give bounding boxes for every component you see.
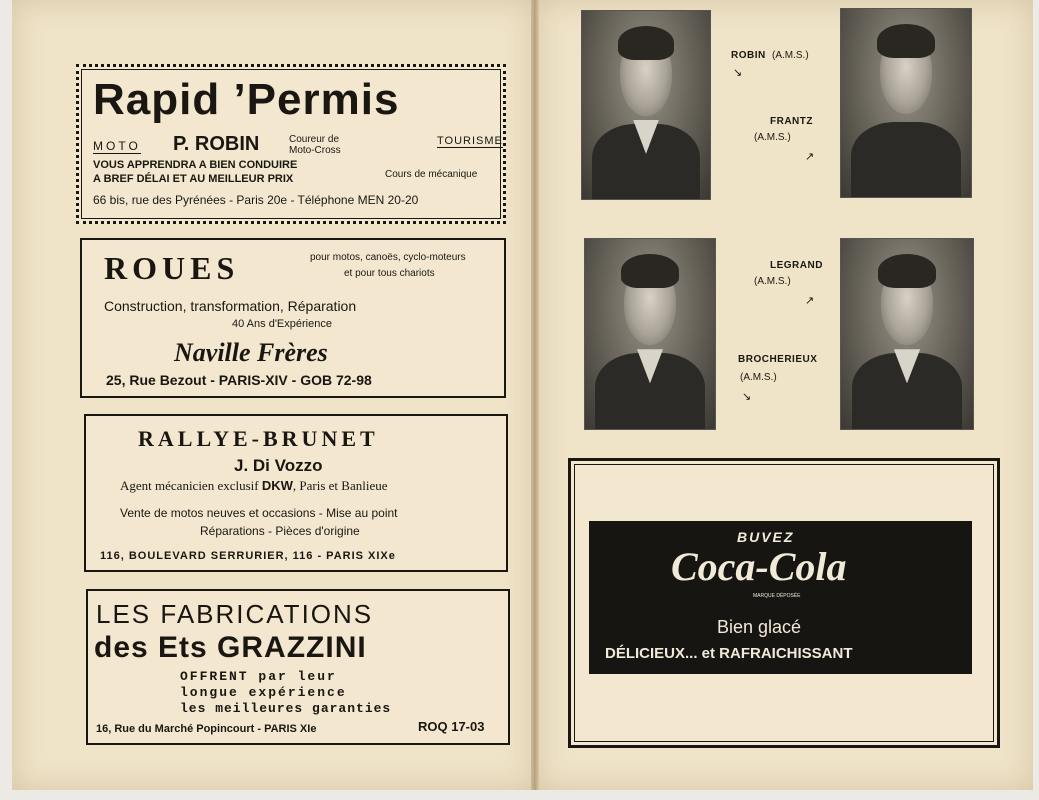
agent-line bbox=[120, 478, 388, 494]
trademark-note: MARQUE DÉPOSÉE bbox=[753, 593, 801, 599]
ad-address: 25, Rue Bezout - PARIS-XIV - GOB 72-98 bbox=[106, 372, 372, 388]
ad-address: 116, BOULEVARD SERRURIER, 116 - PARIS XIXe bbox=[100, 550, 396, 562]
instructor-tagline: Coureur de Moto-Cross bbox=[289, 134, 341, 156]
ad-rapid-permis bbox=[76, 64, 506, 224]
ad-rallye-brunet bbox=[84, 414, 508, 572]
agent-prefix: Agent mécanicien exclusif bbox=[120, 478, 259, 493]
agent-suffix: , Paris et Banlieue bbox=[292, 478, 388, 493]
cours-label: Cours de mécanique bbox=[385, 169, 478, 180]
offer-line-3: les meilleures garanties bbox=[180, 701, 392, 716]
book-spine bbox=[531, 0, 539, 790]
services-line-2: Réparations - Pièces d'origine bbox=[200, 524, 360, 538]
ad-address: 16, Rue du Marché Popincourt - PARIS XIe bbox=[96, 723, 317, 735]
rider-name: ROBIN bbox=[731, 50, 766, 61]
ad-coca-cola bbox=[589, 521, 972, 674]
ad-roues bbox=[80, 238, 506, 398]
ad-line-1: LES FABRICATIONS bbox=[96, 599, 374, 629]
pointer-arrow-icon: ↗ bbox=[805, 151, 815, 163]
ad-grazzini bbox=[86, 589, 510, 745]
moto-label: MOTO bbox=[93, 139, 141, 153]
ad-line-2: des Ets GRAZZINI bbox=[94, 631, 367, 664]
tourisme-label: TOURISME bbox=[437, 135, 503, 147]
offer-line-1: OFFRENT par leur bbox=[180, 669, 337, 684]
services-line: Construction, transformation, Réparation bbox=[104, 298, 357, 314]
rider-photo-legrand bbox=[584, 238, 716, 430]
rider-team: (A.M.S.) bbox=[754, 276, 791, 287]
ad-title: RALLYE-BRUNET bbox=[138, 426, 379, 451]
pointer-arrow-icon: ↘ bbox=[733, 67, 743, 79]
rider-name: LEGRAND bbox=[770, 260, 823, 271]
vehicle-note-2: et pour tous chariots bbox=[344, 268, 435, 279]
rider-name: FRANTZ bbox=[770, 116, 813, 127]
ad-address: 66 bis, rue des Pyrénées - Paris 20e - Téléphone MEN 20-20 bbox=[93, 193, 419, 207]
rider-photo-robin bbox=[581, 10, 711, 200]
pointer-arrow-icon: ↘ bbox=[742, 391, 752, 403]
rider-team: (A.M.S.) bbox=[740, 372, 777, 383]
agent-brand: DKW bbox=[261, 478, 293, 493]
ad-phone: ROQ 17-03 bbox=[418, 719, 485, 734]
vehicle-note-1: pour motos, canoës, cyclo-moteurs bbox=[310, 252, 466, 263]
bien-glace-label: Bien glacé bbox=[717, 617, 802, 637]
ad-title: ROUES bbox=[104, 250, 240, 286]
instructor-name: P. ROBIN bbox=[173, 133, 260, 155]
experience-line: 40 Ans d'Expérience bbox=[232, 318, 332, 330]
rider-photo-frantz bbox=[840, 8, 972, 198]
promo-line-1: VOUS APPRENDRA A BIEN CONDUIRE bbox=[93, 159, 298, 171]
rider-team: (A.M.S.) bbox=[772, 50, 809, 61]
pointer-arrow-icon: ↗ bbox=[805, 295, 815, 307]
slogan: DÉLICIEUX... et RAFRAICHISSANT bbox=[605, 645, 853, 662]
offer-line-2: longue expérience bbox=[180, 685, 347, 700]
ad-title: Rapid ’Permis bbox=[93, 75, 400, 124]
promo-line-2: A BREF DÉLAI ET AU MEILLEUR PRIX bbox=[93, 173, 294, 185]
brand-name: Naville Frères bbox=[174, 338, 328, 367]
owner-name: J. Di Vozzo bbox=[234, 456, 323, 475]
coca-cola-logo: Coca-Cola bbox=[671, 544, 847, 589]
buvez-label: BUVEZ bbox=[737, 529, 795, 545]
rider-name: BROCHERIEUX bbox=[738, 354, 818, 365]
rider-team: (A.M.S.) bbox=[754, 132, 791, 143]
rider-photo-brocherieux bbox=[840, 238, 974, 430]
services-line-1: Vente de motos neuves et occasions - Mise au point bbox=[120, 506, 398, 520]
